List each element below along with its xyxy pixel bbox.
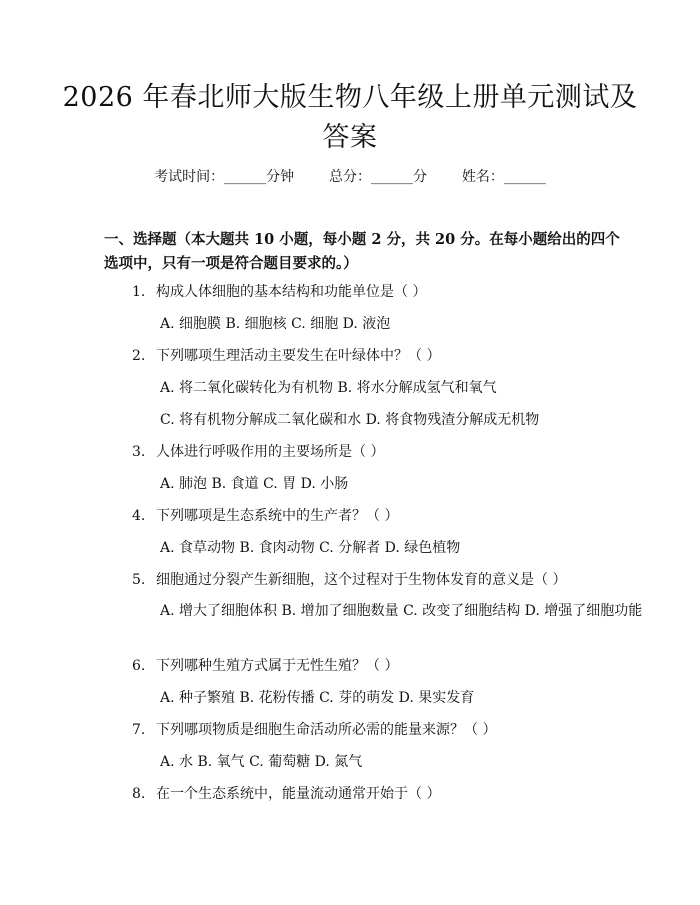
question-number: 4. (132, 508, 146, 524)
question-3 (132, 442, 652, 462)
question-2 (132, 346, 652, 366)
exam-time-label: 考试时间： (154, 169, 225, 185)
question-4 (132, 506, 652, 526)
question-text: 下列哪项生理活动主要发生在叶绿体中？（ ） (156, 348, 441, 364)
question-text: 构成人体细胞的基本结构和功能单位是（ ） (156, 284, 427, 300)
question-text: 细胞通过分裂产生新细胞，这个过程对于生物体发育的意义是（ ） (156, 572, 567, 588)
question-1 (132, 282, 652, 302)
question-2-options-line-1: A. 将二氧化碳转化为有机物 B. 将水分解成氢气和氧气 (160, 380, 497, 396)
question-number: 6. (132, 658, 146, 674)
question-text: 人体进行呼吸作用的主要场所是（ ） (156, 444, 385, 460)
student-name-label: 姓名： (461, 169, 504, 185)
section-heading: 一、选择题（本大题共 10 小题，每小题 2 分，共 20 分。在每小题给出的四个选项中，只有一项是符合题目要求的。） (104, 231, 620, 272)
question-number: 1. (132, 284, 146, 300)
question-7-options: A. 水 B. 氧气 C. 葡萄糖 D. 氮气 (160, 754, 363, 770)
question-3-options: A. 肺泡 B. 食道 C. 胃 D. 小肠 (160, 476, 349, 492)
question-1-options: A. 细胞膜 B. 细胞核 C. 细胞 D. 液泡 (160, 316, 391, 332)
question-number: 3. (132, 444, 146, 460)
question-text: 下列哪种生殖方式属于无性生殖？（ ） (156, 658, 399, 674)
question-4-options: A. 食草动物 B. 食肉动物 C. 分解者 D. 绿色植物 (160, 540, 461, 556)
total-score-blank: ______ (371, 169, 413, 185)
exam-info-line (0, 166, 700, 188)
question-text: 下列哪项物质是细胞生命活动所必需的能量来源？（ ） (156, 722, 497, 738)
question-text: 下列哪项是生态系统中的生产者？（ ） (156, 508, 399, 524)
total-score-label: 总分： (329, 169, 371, 185)
question-number: 5. (132, 572, 146, 588)
document-title: 2026 年春北师大版生物八年级上册单元测试及答案 (62, 82, 638, 153)
question-6-options: A. 种子繁殖 B. 花粉传播 C. 芽的萌发 D. 果实发育 (160, 690, 475, 706)
question-number: 7. (132, 722, 146, 738)
exam-time-unit: 分钟 (266, 169, 295, 185)
question-6 (132, 656, 652, 676)
exam-time-blank: ______ (224, 169, 267, 185)
question-5 (132, 570, 652, 590)
total-score-unit: 分 (413, 169, 427, 185)
question-number: 8. (132, 786, 146, 802)
question-5-options: A. 增大了细胞体积 B. 增加了细胞数量 C. 改变了细胞结构 D. 增强了细胞功能 (160, 603, 643, 619)
question-8 (132, 784, 652, 804)
question-number: 2. (132, 348, 146, 364)
question-7 (132, 720, 652, 740)
question-text: 在一个生态系统中，能量流动通常开始于（ ） (156, 786, 441, 802)
student-name-blank: ______ (503, 169, 546, 185)
question-2-options-line-2: C. 将有机物分解成二氧化碳和水 D. 将食物残渣分解成无机物 (160, 412, 540, 428)
